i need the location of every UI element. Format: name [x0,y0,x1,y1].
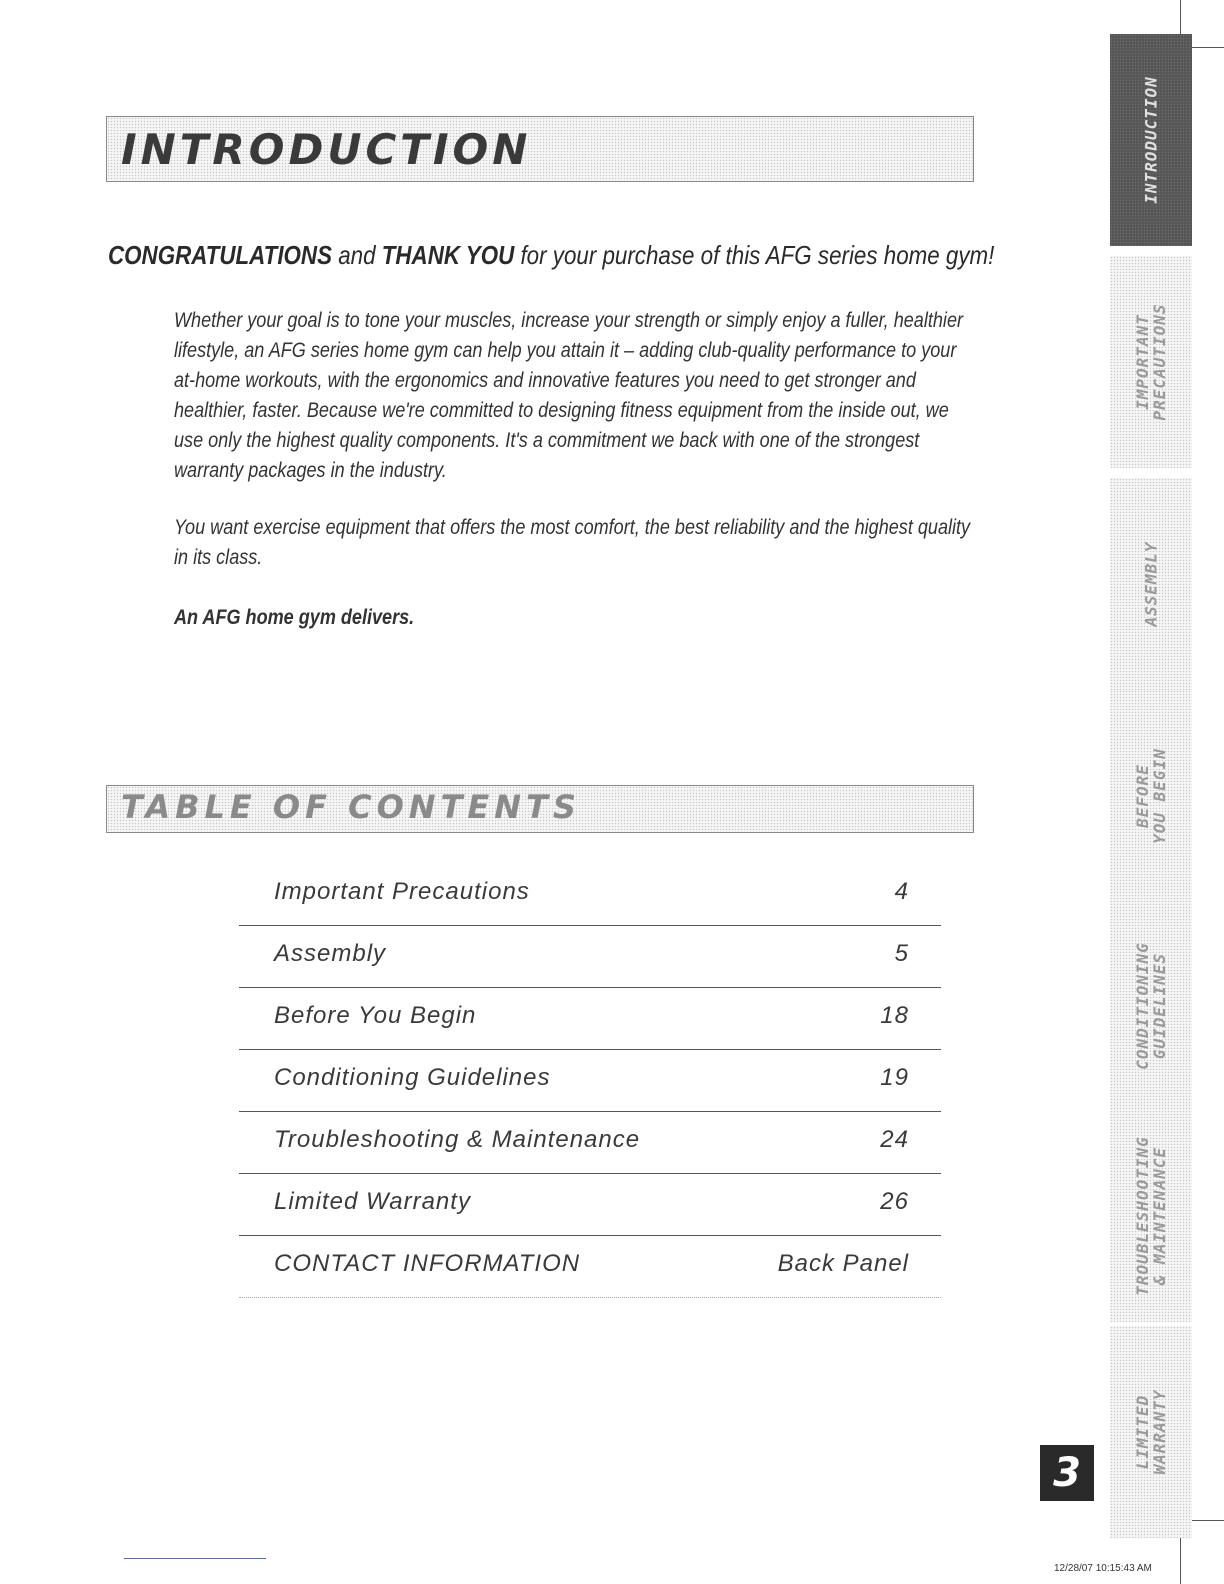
congrats-end: for your purchase of this AFG series home gym! [514,240,995,270]
side-tab-label: CONDITIONING GUIDELINES [1133,942,1169,1070]
side-tab-label: IMPORTANT PRECAUTIONS [1133,303,1169,421]
intro-paragraph-2: You want exercise equipment that offers the most comfort, the best reliability and the highest quality in its class. [174,516,971,569]
toc-entry-contact-information[interactable] [239,1236,941,1298]
toc-entry-label: Assembly [274,940,387,967]
toc-heading: TABLE OF CONTENTS [121,788,581,826]
toc-entry-label: Limited Warranty [274,1188,471,1215]
side-tab-label: TROUBLESHOOTING & MAINTENANCE [1133,1136,1169,1296]
introduction-heading: INTRODUCTION [121,125,532,174]
side-tab-troubleshooting[interactable] [1110,1110,1192,1322]
side-tab-introduction[interactable] [1110,34,1192,246]
side-tab-label: ASSEMBLY [1141,541,1161,627]
intro-paragraph-1: Whether your goal is to tone your muscles, increase your strength or simply enjoy a fuller, healthier lifestyle, an AFG series home gym can help you attain it – adding club-quality performance to your at-home workouts, with the ergonomics and innovative features you need to get stronger and healthier, faster. Because we're committed to designing fitness equipment from the inside out, we use only the highest quality components. It's a commitment we back with one of the strongest warranty packages in the industry. [174,309,963,482]
toc-heading-box [106,785,974,833]
page-number: 3 [1040,1445,1094,1501]
intro-paragraph-3: An AFG home gym delivers. [174,606,415,629]
side-tab-label: BEFORE YOU BEGIN [1133,748,1169,844]
toc-entry-page: 19 [880,1064,909,1091]
toc-entry-important-precautions[interactable] [239,864,941,926]
congrats-mid: and [332,240,382,270]
toc-entry-limited-warranty[interactable] [239,1174,941,1236]
toc-entry-page: 26 [880,1188,909,1215]
side-tab-conditioning-guidelines[interactable] [1110,900,1192,1112]
crop-mark-bottom-h [1188,1520,1224,1521]
side-tab-important-precautions[interactable] [1110,256,1192,468]
toc-entry-page: 24 [880,1126,909,1153]
introduction-heading-box [106,116,974,182]
side-tab-before-you-begin[interactable] [1110,690,1192,902]
print-timestamp: 12/28/07 10:15:43 AM [1054,1563,1152,1574]
congrats-bold-1: CONGRATULATIONS [108,240,333,270]
toc-entry-conditioning-guidelines[interactable] [239,1050,941,1112]
blue-underline-mark [124,1558,266,1559]
toc-entry-label: Important Precautions [274,878,530,905]
toc-entry-before-you-begin[interactable] [239,988,941,1050]
toc-entry-label: Before You Begin [274,1002,477,1029]
congrats-bold-2: THANK YOU [381,240,515,270]
toc-entry-page: Back Panel [777,1250,909,1277]
toc-entry-label: Conditioning Guidelines [274,1064,551,1091]
toc-entry-page: 5 [894,940,909,967]
toc-entry-troubleshooting[interactable] [239,1112,941,1174]
toc-entry-label: CONTACT INFORMATION [274,1250,581,1277]
side-tab-assembly[interactable] [1110,478,1192,690]
toc-entry-label: Troubleshooting & Maintenance [274,1126,641,1153]
toc-entry-page: 18 [880,1002,909,1029]
side-tab-limited-warranty[interactable] [1110,1326,1192,1538]
side-tab-label: LIMITED WARRANTY [1133,1389,1169,1475]
toc-entry-assembly[interactable] [239,926,941,988]
toc-entry-page: 4 [894,878,909,905]
toc-list [239,864,941,1298]
congratulations-line [108,240,995,271]
side-tab-label: INTRODUCTION [1141,76,1161,204]
